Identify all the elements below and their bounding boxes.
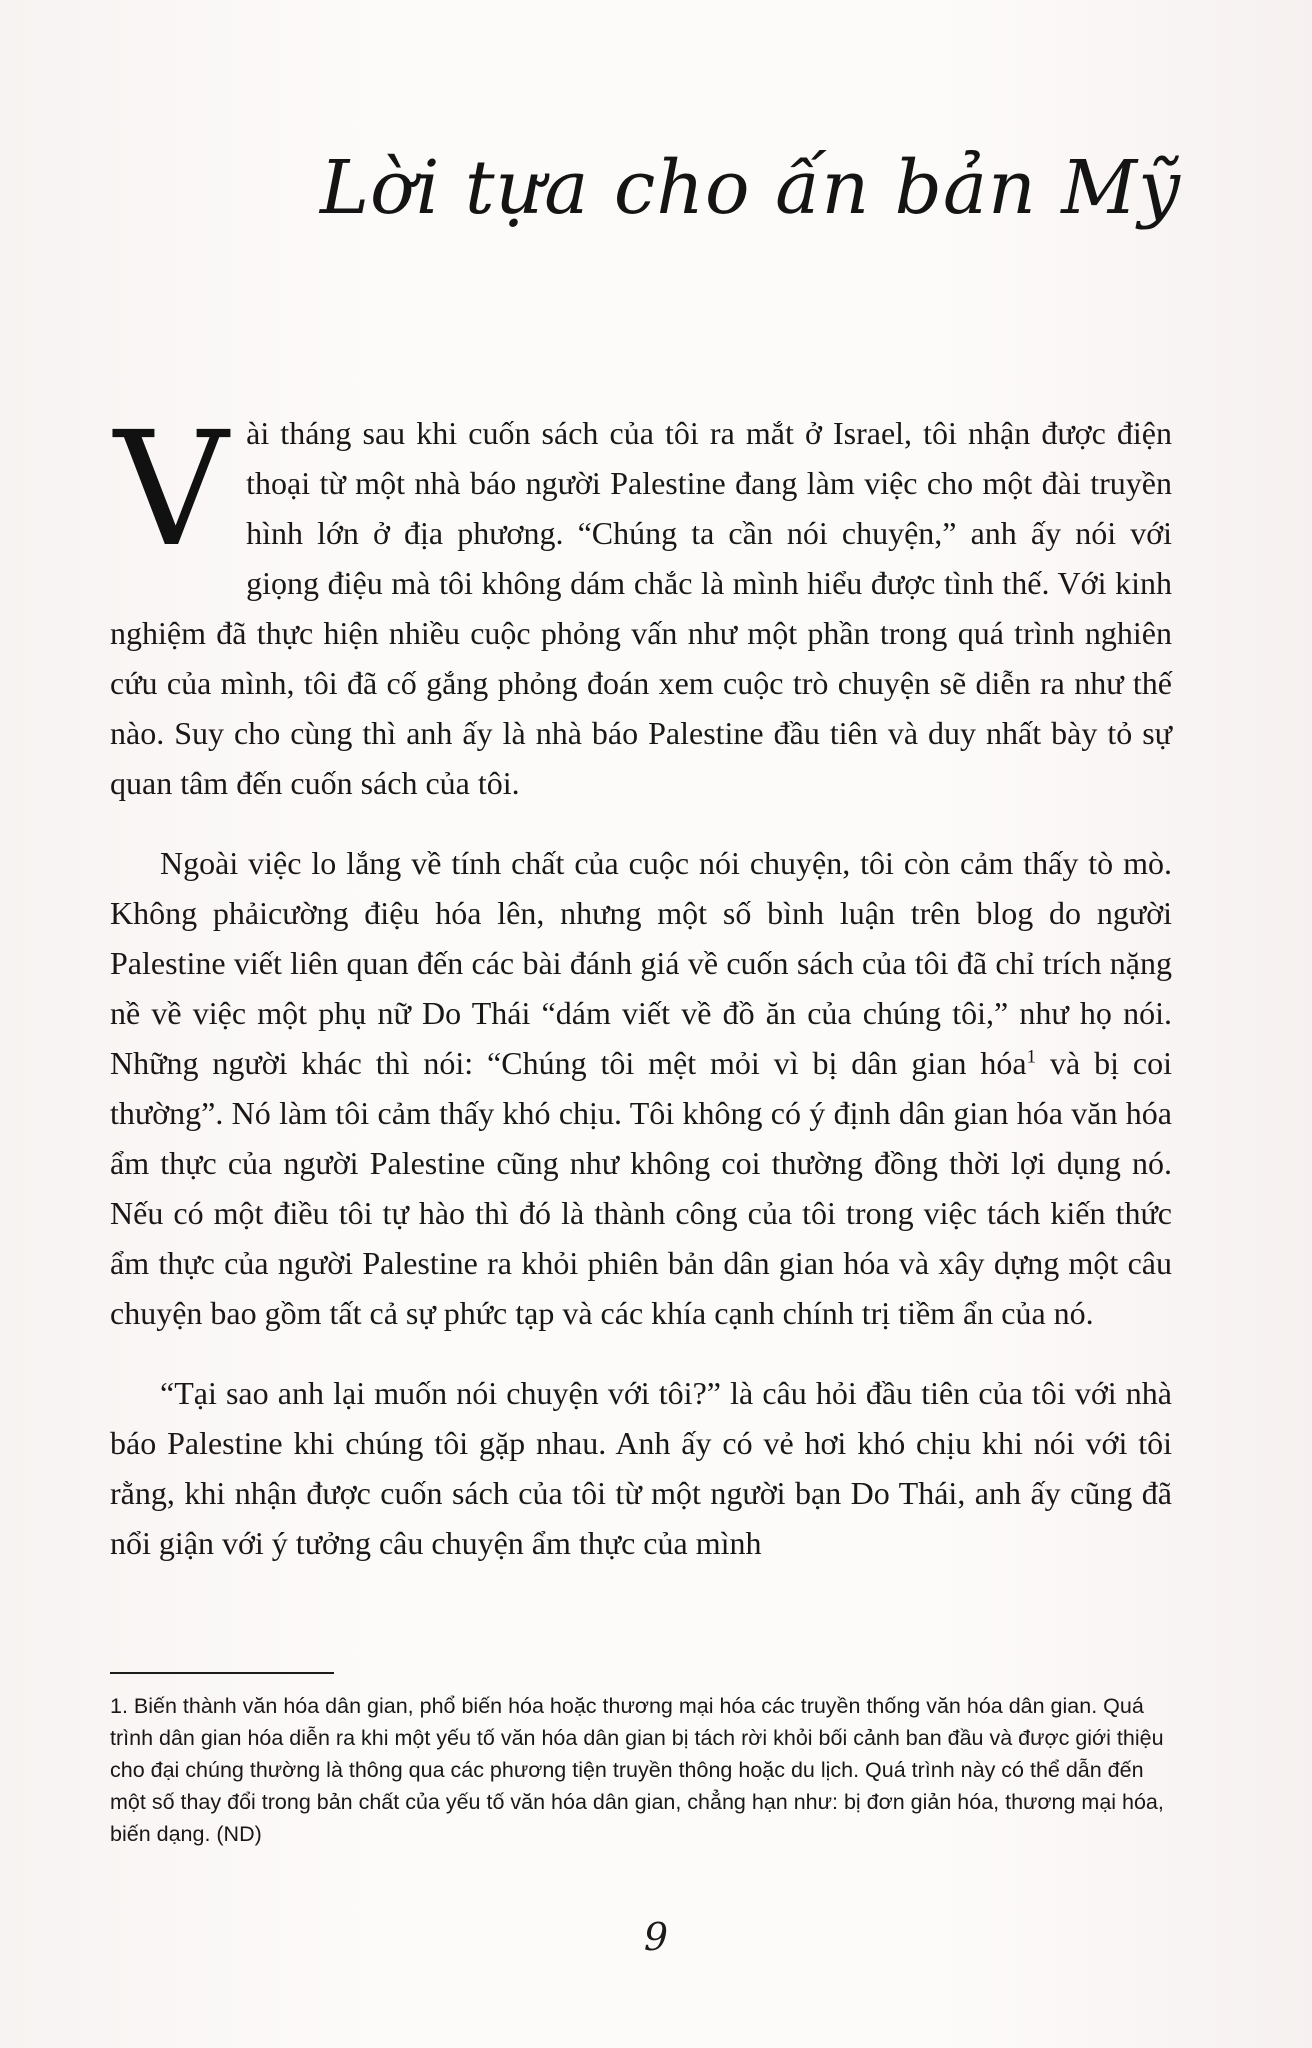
paragraph-3-text: “Tại sao anh lại muốn nói chuyện với tôi?” là câu hỏi đầu tiên của tôi với nhà báo Palestine khi chúng tôi gặp nhau. Anh ấy có vẻ hơi khó chịu khi nói với tôi rằng, khi nhận được cuốn sách của tôi từ một người bạn Do Thái, anh ấy cũng đã nổi giận với ý tưởng câu chuyện ẩm thực của mình [110, 1375, 1172, 1561]
page-number: 9 [643, 1915, 669, 1959]
body-text [110, 398, 1173, 1598]
footnote [110, 1690, 1172, 1850]
footnote-text: 1. Biến thành văn hóa dân gian, phổ biến hóa hoặc thương mại hóa các truyền thống văn hóa dân gian. Quá trình dân gian hóa diễn ra khi một yếu tố văn hóa dân gian bị tách rời khỏi bối cảnh ban đầu và được giới thiệu cho đại chúng thường là thông qua các phương tiện truyền thông hoặc du lịch. Quá trình này có thể dẫn đến một số thay đổi trong bản chất của yếu tố văn hóa dân gian, chẳng hạn như: bị đơn giản hóa, thương mại hóa, biến dạng. (ND) [110, 1694, 1164, 1846]
paragraph-1-text: ài tháng sau khi cuốn sách của tôi ra mắt ở Israel, tôi nhận được điện thoại từ một nhà báo người Palestine đang làm việc cho một đài truyền hình lớn ở địa phương. “Chúng ta cần nói chuyện,” anh ấy nói với giọng điệu mà tôi không dám chắc là mình hiểu được tình thế. Với kinh nghiệm đã thực hiện nhiều cuộc phỏng vấn như một phần trong quá trình nghiên cứu của mình, tôi đã cố gắng phỏng đoán xem cuộc trò chuyện sẽ diễn ra như thế nào. Suy cho cùng thì anh ấy là nhà báo Palestine đầu tiên và duy nhất bày tỏ sự quan tâm đến cuốn sách của tôi. [110, 415, 1172, 801]
paragraph-2 [110, 838, 1172, 1338]
paragraph-2-text-start: Ngoài việc lo lắng về tính chất của cuộc nói chuyện, tôi còn cảm thấy tò mò. Không phảicường điệu hóa lên, nhưng một số bình luận trên blog do người Palestine viết liên quan đến các bài đánh giá về cuốn sách của tôi đã chỉ trích nặng nề về việc một phụ nữ Do Thái “dám viết về đồ ăn của chúng tôi,” như họ nói. Những người khác thì nói: “Chúng tôi mệt mỏi vì bị dân gian hóa [110, 845, 1172, 1081]
footnote-divider [110, 1672, 334, 1674]
drop-cap: V [114, 398, 229, 582]
paragraph-3 [110, 1368, 1172, 1568]
paragraph-1 [110, 398, 1172, 808]
chapter-title: Lời tựa cho ấn bản Mỹ [320, 145, 1181, 231]
footnote-reference: 1 [1026, 1046, 1037, 1068]
paragraph-2-text-end: và bị coi thường”. Nó làm tôi cảm thấy khó chịu. Tôi không có ý định dân gian hóa văn hóa ẩm thực của người Palestine cũng như không coi thường đồng thời lợi dụng nó. Nếu có một điều tôi tự hào thì đó là thành công của tôi trong việc tách kiến thức ẩm thực của người Palestine ra khỏi phiên bản dân gian hóa và xây dựng một câu chuyện bao gồm tất cả sự phức tạp và các khía cạnh chính trị tiềm ẩn của nó. [110, 1045, 1173, 1331]
